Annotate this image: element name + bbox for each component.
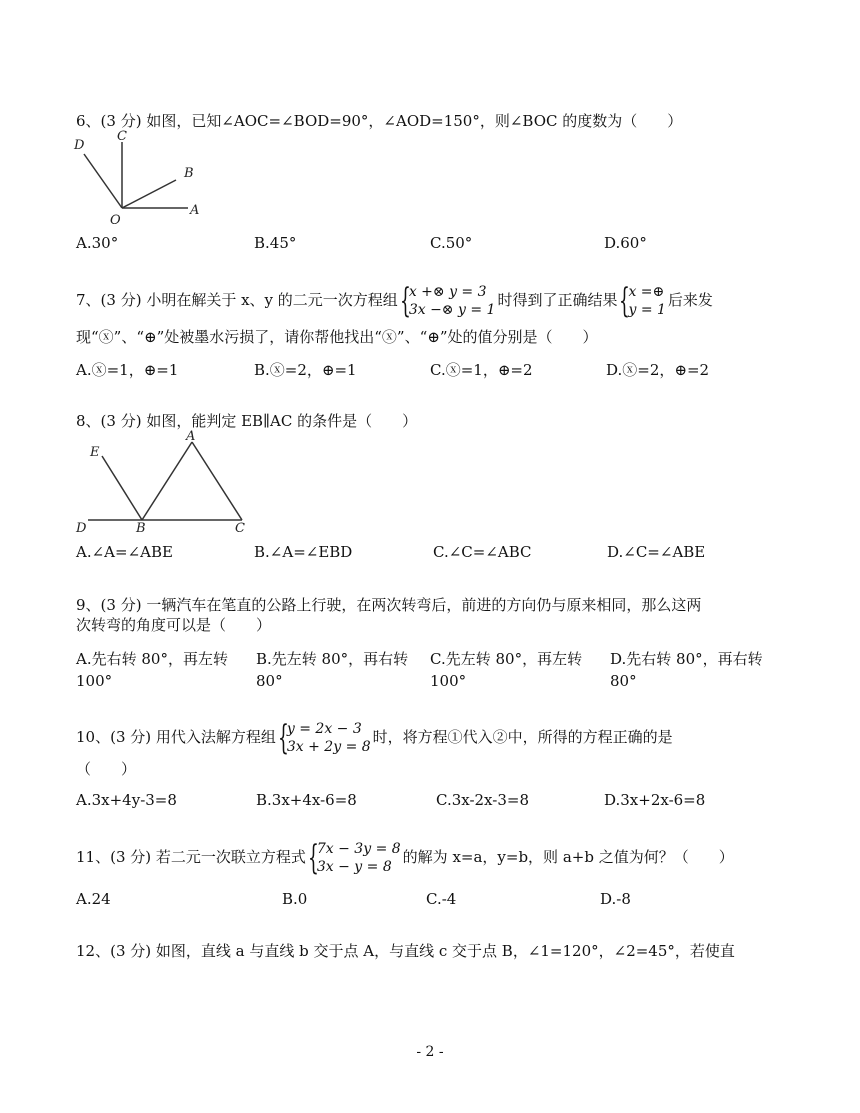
q7-stem-part1: 7、(3 分) 小明在解关于 x、y 的二元一次方程组 <box>76 291 398 309</box>
q10-eq1: y = 2x − 3 <box>286 721 362 737</box>
q11-stem-part1: 11、(3 分) 若二元一次联立方程式 <box>76 848 306 866</box>
option-a[interactable]: A.ⓧ=1，⊕=1 <box>76 361 179 379</box>
question-10-options <box>76 791 786 813</box>
label-b: B <box>184 166 194 181</box>
question-7-stem-line2: 现“ⓧ”、“⊕”处被墨水污损了，请你帮他找出“ⓧ”、“⊕”处的值分别是（ ） <box>76 328 598 346</box>
option-b-line1: B.先左转 80°，再右转 <box>256 650 409 668</box>
question-6-figure <box>72 128 212 228</box>
option-b[interactable]: B.ⓧ=2，⊕=1 <box>254 361 357 379</box>
option-a[interactable] <box>76 648 236 692</box>
label-a: A <box>186 429 196 444</box>
option-b[interactable]: B.3x+4x-6=8 <box>256 791 357 809</box>
option-d[interactable]: D.3x+2x-6=8 <box>604 791 706 809</box>
option-b-line2: 80° <box>256 672 283 690</box>
question-8-figure <box>72 428 252 536</box>
question-7-stem <box>76 283 786 319</box>
q7-stem-part3: 后来发 <box>667 291 713 309</box>
option-c[interactable] <box>430 648 590 692</box>
option-d[interactable]: D.-8 <box>600 890 631 908</box>
question-10-stem-line2: （ ） <box>76 760 137 778</box>
option-c[interactable]: C.ⓧ=1，⊕=2 <box>430 361 533 379</box>
option-d[interactable]: D.ⓧ=2，⊕=2 <box>606 361 710 379</box>
option-c[interactable]: C.50° <box>430 234 473 252</box>
question-10-stem <box>76 720 786 756</box>
question-9-stem-line1: 9、(3 分) 一辆汽车在笔直的公路上行驶，在两次转弯后，前进的方向仍与原来相同，那么这两 <box>76 596 702 614</box>
question-9-options <box>76 648 786 692</box>
q10-equation-system: { y = 2x − 3 3x + 2y = 8 <box>277 718 371 758</box>
question-9-stem-line2: 次转弯的角度可以是（ ） <box>76 616 272 634</box>
option-b[interactable] <box>256 648 416 692</box>
q7-result-system: { x =⊕ y = 1 <box>619 281 666 321</box>
option-a-line2: 100° <box>76 672 113 690</box>
question-7-options <box>76 359 786 381</box>
option-d-line2: 80° <box>610 672 637 690</box>
label-a: A <box>190 203 200 218</box>
q11-eq1: 7x − 3y = 8 <box>316 841 401 857</box>
option-a-line1: A.先右转 80°，再左转 <box>76 650 228 668</box>
q7-eq2: 3x −⊗ y = 1 <box>408 302 496 318</box>
q7-stem-part2: 时得到了正确结果 <box>497 291 618 309</box>
option-a[interactable]: A.∠A=∠ABE <box>76 543 173 561</box>
label-b: B <box>136 521 146 536</box>
option-c[interactable]: C.3x-2x-3=8 <box>436 791 529 809</box>
question-11-options <box>76 890 786 912</box>
label-d: D <box>76 521 87 536</box>
label-e: E <box>90 445 100 460</box>
label-c: C <box>235 521 245 536</box>
question-8-options <box>76 543 786 565</box>
option-a[interactable]: A.24 <box>76 890 111 908</box>
label-c: C <box>117 129 127 144</box>
q10-eq2: 3x + 2y = 8 <box>286 739 371 755</box>
q11-equation-system: { 7x − 3y = 8 3x − y = 8 <box>307 838 401 878</box>
q7-equation-system: { x +⊗ y = 3 3x −⊗ y = 1 <box>399 281 496 321</box>
q7-res1: x =⊕ <box>628 284 665 300</box>
question-6-options <box>76 234 786 256</box>
option-a[interactable]: A.3x+4y-3=8 <box>76 791 177 809</box>
option-b[interactable]: B.0 <box>282 890 308 908</box>
q7-eq1: x +⊗ y = 3 <box>408 284 487 300</box>
option-c[interactable]: C.∠C=∠ABC <box>433 543 532 561</box>
option-c-line1: C.先左转 80°，再左转 <box>430 650 583 668</box>
option-d[interactable] <box>610 648 770 692</box>
option-b[interactable]: B.45° <box>254 234 297 252</box>
option-d[interactable]: D.60° <box>604 234 647 252</box>
question-6-stem: 6、(3 分) 如图，已知∠AOC=∠BOD=90°，∠AOD=150°，则∠BOC 的度数为（ ） <box>76 112 683 130</box>
option-a[interactable]: A.30° <box>76 234 119 252</box>
q11-eq2: 3x − y = 8 <box>316 859 392 875</box>
option-c[interactable]: C.-4 <box>426 890 457 908</box>
q10-stem-part1: 10、(3 分) 用代入法解方程组 <box>76 728 276 746</box>
page-number: - 2 - <box>416 1044 444 1060</box>
option-c-line2: 100° <box>430 672 467 690</box>
q10-stem-part2: 时，将方程①代入②中，所得的方程正确的是 <box>372 728 673 746</box>
q11-stem-part2: 的解为 x=a，y=b，则 a+b 之值为何？（ ） <box>402 848 734 866</box>
question-8-stem: 8、(3 分) 如图，能判定 EB∥AC 的条件是（ ） <box>76 412 418 430</box>
option-d-line1: D.先右转 80°，再右转 <box>610 650 763 668</box>
label-o: O <box>110 213 121 228</box>
label-d: D <box>74 138 85 153</box>
question-11-stem <box>76 840 786 876</box>
option-d[interactable]: D.∠C=∠ABE <box>607 543 706 561</box>
option-b[interactable]: B.∠A=∠EBD <box>254 543 353 561</box>
q7-res2: y = 1 <box>628 302 666 318</box>
question-12-stem: 12、(3 分) 如图，直线 a 与直线 b 交于点 A，与直线 c 交于点 B，∠1=120°，∠2=45°，若使直 <box>76 942 735 960</box>
